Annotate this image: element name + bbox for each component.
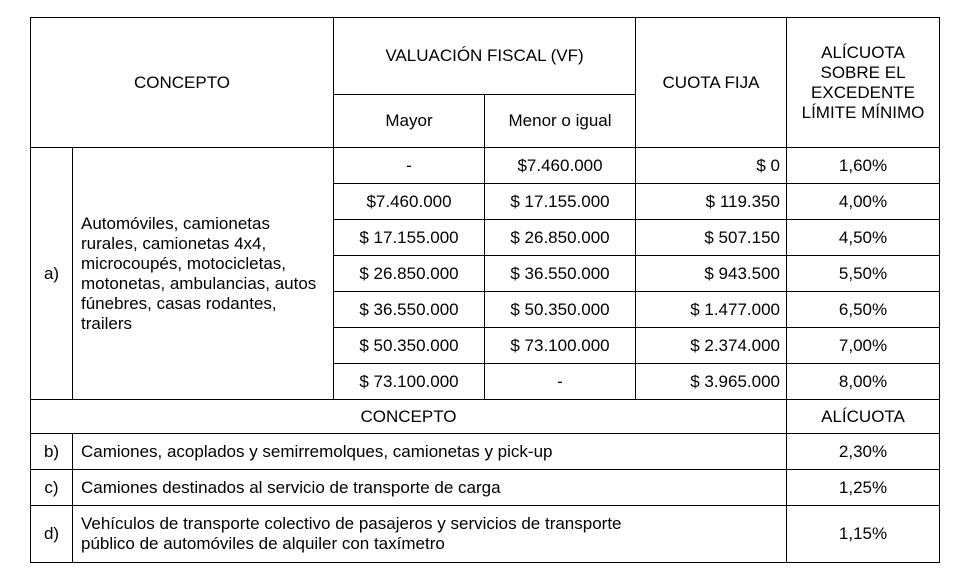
cell-alicuota: 8,00% bbox=[787, 364, 940, 400]
cell-cuota: $ 0 bbox=[636, 148, 787, 184]
table-row bbox=[31, 506, 940, 563]
cell-alicuota: 5,50% bbox=[787, 256, 940, 292]
cell-menor: $ 17.155.000 bbox=[485, 184, 636, 220]
cell-mayor: $ 26.850.000 bbox=[334, 256, 485, 292]
row-letter: d) bbox=[31, 506, 73, 563]
cell-cuota: $ 3.965.000 bbox=[636, 364, 787, 400]
cell-mayor: $ 17.155.000 bbox=[334, 220, 485, 256]
second-header-alicuota: ALÍCUOTA bbox=[787, 400, 940, 434]
tax-rate-table bbox=[30, 17, 940, 563]
cell-cuota: $ 943.500 bbox=[636, 256, 787, 292]
cell-menor: $ 50.350.000 bbox=[485, 292, 636, 328]
row-letter: b) bbox=[31, 434, 73, 470]
cell-alicuota: 6,50% bbox=[787, 292, 940, 328]
cell-mayor: $ 73.100.000 bbox=[334, 364, 485, 400]
cell-alicuota: 4,00% bbox=[787, 184, 940, 220]
header-cuota-fija: CUOTA FIJA bbox=[636, 18, 787, 148]
cell-menor: $ 73.100.000 bbox=[485, 328, 636, 364]
row-alicuota: 1,25% bbox=[787, 470, 940, 506]
row-description: Camiones destinados al servicio de transporte de carga bbox=[73, 470, 787, 506]
cell-mayor: $7.460.000 bbox=[334, 184, 485, 220]
cell-alicuota: 4,50% bbox=[787, 220, 940, 256]
header-valuacion-fiscal: VALUACIÓN FISCAL (VF) bbox=[334, 18, 636, 95]
second-header-concepto: CONCEPTO bbox=[31, 400, 787, 434]
row-description: Camiones, acoplados y semirremolques, camionetas y pick-up bbox=[73, 434, 787, 470]
header-mayor: Mayor bbox=[334, 95, 485, 148]
cell-menor: $ 26.850.000 bbox=[485, 220, 636, 256]
header-row-1 bbox=[31, 18, 940, 95]
header-concepto: CONCEPTO bbox=[31, 18, 334, 148]
cell-cuota: $ 2.374.000 bbox=[636, 328, 787, 364]
cell-alicuota: 1,60% bbox=[787, 148, 940, 184]
table-row bbox=[31, 470, 940, 506]
cell-menor: $7.460.000 bbox=[485, 148, 636, 184]
cell-cuota: $ 119.350 bbox=[636, 184, 787, 220]
cell-cuota: $ 507.150 bbox=[636, 220, 787, 256]
second-header-row bbox=[31, 400, 940, 434]
cell-cuota: $ 1.477.000 bbox=[636, 292, 787, 328]
row-description: Vehículos de transporte colectivo de pasajeros y servicios de transporte público de automóviles de alquiler con taxímetro bbox=[73, 506, 787, 563]
table-row bbox=[31, 434, 940, 470]
row-letter: c) bbox=[31, 470, 73, 506]
header-menor-o-igual: Menor o igual bbox=[485, 95, 636, 148]
header-alicuota-excedente: ALÍCUOTA SOBRE EL EXCEDENTE LÍMITE MÍNIMO bbox=[787, 18, 940, 148]
table-row bbox=[31, 148, 940, 184]
cell-mayor: $ 50.350.000 bbox=[334, 328, 485, 364]
cell-mayor: - bbox=[334, 148, 485, 184]
cell-mayor: $ 36.550.000 bbox=[334, 292, 485, 328]
cell-alicuota: 7,00% bbox=[787, 328, 940, 364]
section-a-description: Automóviles, camionetas rurales, camionetas 4x4, microcoupés, motocicletas, motonetas, ambulancias, autos fúnebres, casas rodantes, trailers bbox=[73, 148, 334, 400]
section-a-letter: a) bbox=[31, 148, 73, 400]
row-alicuota: 2,30% bbox=[787, 434, 940, 470]
row-alicuota: 1,15% bbox=[787, 506, 940, 563]
cell-menor: - bbox=[485, 364, 636, 400]
cell-menor: $ 36.550.000 bbox=[485, 256, 636, 292]
